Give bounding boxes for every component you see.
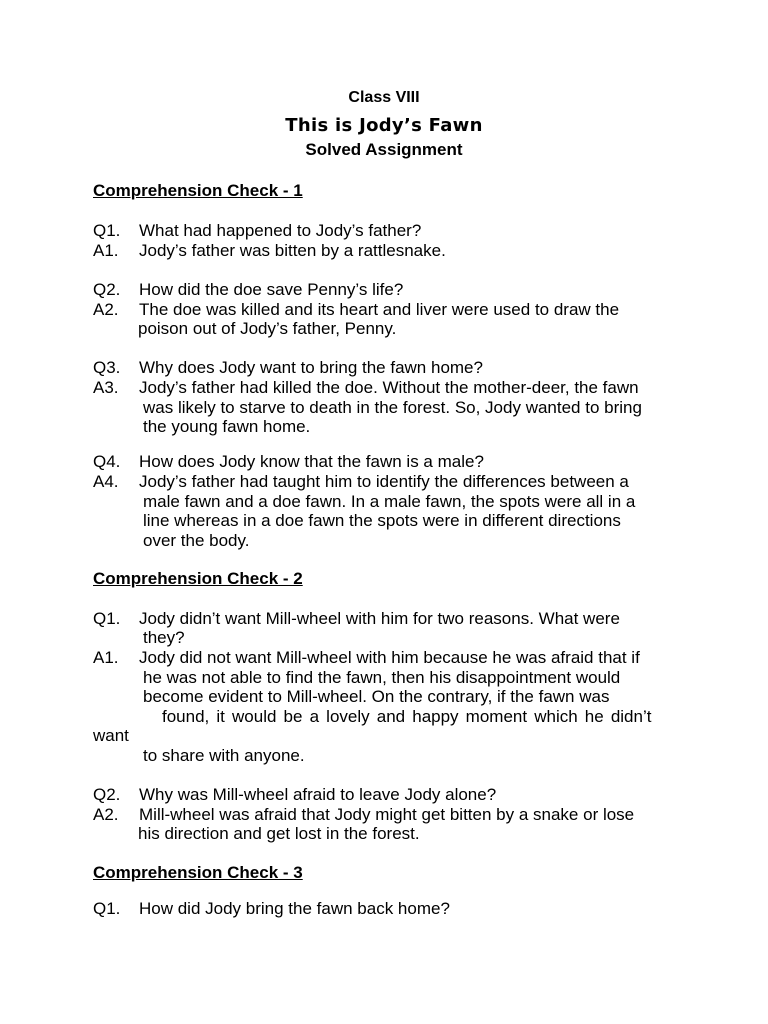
- answer-text: Jody’s father was bitten by a rattlesnake.: [139, 241, 446, 260]
- question-text: Why was Mill-wheel afraid to leave Jody alone?: [139, 785, 497, 804]
- answer-label: A3.: [93, 378, 119, 397]
- page-subtitle: Solved Assignment: [305, 140, 463, 159]
- question-1-4: [93, 452, 484, 472]
- answer-continuation: he was not able to find the fawn, then his disappointment would: [143, 668, 621, 687]
- answer-continuation: to share with anyone.: [143, 746, 305, 765]
- answer-2-1: [93, 648, 640, 668]
- question-1-1: [93, 221, 421, 241]
- answer-continuation: poison out of Jody’s father, Penny.: [138, 319, 397, 338]
- question-label: Q4.: [93, 452, 121, 471]
- answer-1-2: [93, 300, 619, 320]
- question-3-1: [93, 899, 450, 919]
- answer-label: A1.: [93, 241, 119, 260]
- answer-text: The doe was killed and its heart and liver were used to draw the: [139, 300, 620, 319]
- question-1-3: [93, 358, 483, 378]
- answer-label: A2.: [93, 300, 119, 319]
- answer-text: Jody did not want Mill-wheel with him because he was afraid that if: [139, 648, 640, 667]
- class-label: Class VIII: [348, 89, 420, 106]
- question-label: Q3.: [93, 358, 121, 377]
- question-text: How does Jody know that the fawn is a male?: [139, 452, 484, 471]
- question-1-2: [93, 280, 403, 300]
- answer-1-3: [93, 378, 639, 398]
- question-text: What had happened to Jody’s father?: [139, 221, 422, 240]
- answer-continuation: line whereas in a doe fawn the spots were in different directions: [143, 511, 621, 530]
- question-label: Q2.: [93, 280, 121, 299]
- answer-continuation: was likely to starve to death in the forest. So, Jody wanted to bring: [143, 398, 642, 417]
- answer-continuation: male fawn and a doe fawn. In a male fawn, the spots were all in a: [143, 492, 636, 511]
- answer-text: Jody’s father had taught him to identify the differences between a: [139, 472, 629, 491]
- answer-continuation: want: [93, 726, 129, 745]
- answer-text: Mill-wheel was afraid that Jody might get bitten by a snake or lose: [139, 805, 635, 824]
- section-heading-2: Comprehension Check - 2: [93, 569, 303, 588]
- question-continuation: they?: [143, 628, 185, 647]
- question-2-1: [93, 609, 620, 629]
- question-label: Q1.: [93, 899, 121, 918]
- answer-continuation: his direction and get lost in the forest.: [138, 824, 420, 843]
- question-label: Q1.: [93, 221, 121, 240]
- answer-continuation: over the body.: [143, 531, 250, 550]
- section-heading-3: Comprehension Check - 3: [93, 863, 303, 882]
- answer-label: A1.: [93, 648, 119, 667]
- question-text: How did the doe save Penny’s life?: [139, 280, 404, 299]
- question-2-2: [93, 785, 496, 805]
- answer-continuation: found, it would be a lovely and happy moment which he didn’t: [162, 707, 652, 726]
- answer-continuation: become evident to Mill-wheel. On the contrary, if the fawn was: [143, 687, 610, 706]
- section-heading-1: Comprehension Check - 1: [93, 181, 303, 200]
- question-label: Q1.: [93, 609, 121, 628]
- answer-text: Jody’s father had killed the doe. Without the mother-deer, the fawn: [139, 378, 639, 397]
- question-text: Why does Jody want to bring the fawn home?: [139, 358, 483, 377]
- answer-1-4: [93, 472, 629, 492]
- answer-1-1: [93, 241, 446, 261]
- answer-continuation: the young fawn home.: [143, 417, 311, 436]
- answer-label: A4.: [93, 472, 119, 491]
- answer-label: A2.: [93, 805, 119, 824]
- question-label: Q2.: [93, 785, 121, 804]
- question-text: How did Jody bring the fawn back home?: [139, 899, 450, 918]
- answer-justified-line: [93, 707, 674, 727]
- question-text: Jody didn’t want Mill-wheel with him for two reasons. What were: [139, 609, 620, 628]
- page-title: This is Jody’s Fawn: [285, 115, 483, 136]
- answer-2-2: [93, 805, 634, 825]
